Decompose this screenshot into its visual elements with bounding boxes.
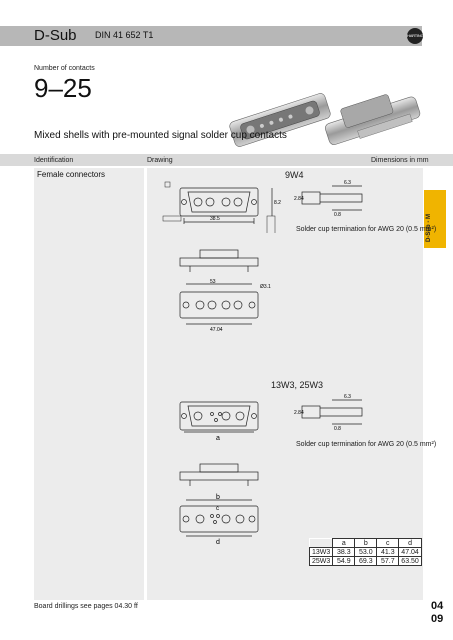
drawing-9w4-side: [160, 244, 285, 274]
section-tab[interactable]: [424, 190, 446, 248]
dimensions-table: [309, 538, 422, 566]
drawing-9w4-front: [160, 178, 285, 233]
drawing-9w4-cup: [292, 178, 382, 223]
table-cell: 69.3: [355, 557, 377, 566]
contacts-value: 9–25: [34, 73, 92, 103]
section-label-9w4: 9W4: [285, 170, 304, 180]
dim-cup2-text-2: 0.8: [334, 426, 341, 432]
standard-label: DIN 41 652 T1: [95, 30, 154, 40]
row-name: 25W3: [310, 557, 333, 566]
table-cell: 54.9: [333, 557, 355, 566]
dim-cup-text-2: 6.3: [344, 394, 351, 400]
drawing-13w3-cup: [292, 392, 382, 437]
identification-label: Female connectors: [37, 170, 106, 179]
page-index: 09: [431, 613, 444, 625]
table-row: [310, 557, 422, 566]
row-name: 13W3: [310, 548, 333, 557]
table-cell: 38.3: [333, 548, 355, 557]
dim-letter-b: b: [216, 494, 220, 501]
table-header-a: a: [333, 539, 355, 548]
footer-note: Board drillings see pages 04.30 ff: [34, 603, 138, 610]
contacts-label: Number of contacts: [34, 65, 95, 72]
table-cell: 57.7: [377, 557, 399, 566]
identification-panel: [34, 168, 144, 600]
dim-cup-text: 6.3: [344, 180, 351, 186]
table-header-c: c: [377, 539, 399, 548]
drawing-13w3-front: [160, 392, 285, 447]
dim-bore-text: Ø3.1: [260, 284, 271, 290]
column-identification: Identification: [34, 157, 74, 164]
dim-cup3-text: 2.84: [294, 196, 304, 202]
table-header-b: b: [355, 539, 377, 548]
solder-note-13w3: Solder cup termination for AWG 20 (0.5 mm²): [296, 441, 437, 448]
table-cell: 47.04: [399, 548, 422, 557]
drawing-9w4-board: [160, 278, 285, 343]
page-number: [431, 600, 443, 626]
brand-logo: HARTING: [407, 28, 423, 44]
subtitle: Mixed shells with pre-mounted signal solder cup contacts: [34, 130, 287, 141]
section-tab-label: D-Sub - M: [426, 214, 432, 242]
dim-a-text: 38.5: [210, 216, 220, 222]
table-cell: 63.50: [399, 557, 422, 566]
dim-letter-c: c: [216, 506, 219, 512]
section-label-13w3: 13W3, 25W3: [271, 380, 324, 390]
column-dimensions: Dimensions in mm: [371, 157, 429, 164]
table-row: [310, 548, 422, 557]
drawing-13w3-side: [160, 458, 285, 488]
dim-letter-d: d: [216, 539, 220, 546]
dim-h-text: 8.2: [274, 200, 281, 206]
solder-note-9w4: Solder cup termination for AWG 20 (0.5 mm²): [296, 226, 437, 233]
table-header-row: [310, 539, 422, 548]
page-title: D-Sub: [34, 27, 77, 44]
dim-c-text: 47.04: [210, 327, 223, 333]
dim-letter-a: a: [216, 435, 220, 442]
column-drawing: Drawing: [147, 157, 173, 164]
table-cell: 41.3: [377, 548, 399, 557]
table-header-d: d: [399, 539, 422, 548]
dim-cup2-text: 0.8: [334, 212, 341, 218]
chapter-number: 04: [431, 600, 444, 612]
dim-cup3-text-2: 2.84: [294, 410, 304, 416]
dim-b-text: 53: [210, 279, 216, 285]
drawing-13w3-board: [160, 492, 285, 547]
table-cell: 53.0: [355, 548, 377, 557]
